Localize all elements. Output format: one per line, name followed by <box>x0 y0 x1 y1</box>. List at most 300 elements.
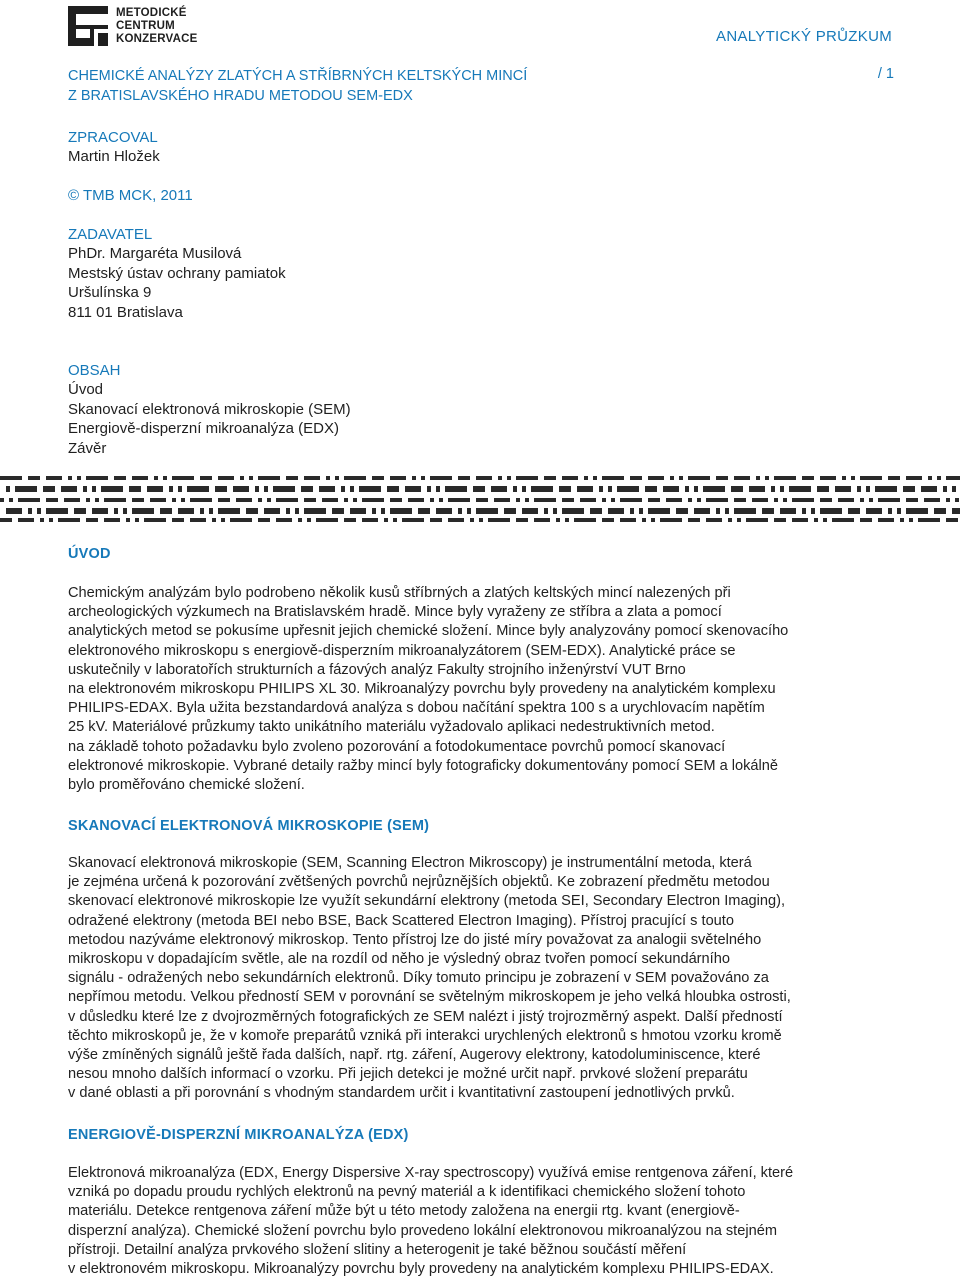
pattern-dash <box>651 518 655 522</box>
pattern-dash <box>341 486 345 492</box>
client-line: Uršulínska 9 <box>68 284 152 302</box>
pattern-dash <box>92 508 108 514</box>
pattern-dash <box>774 518 786 522</box>
pattern-dash <box>875 486 897 492</box>
pattern-dash <box>172 476 194 480</box>
pattern-dash <box>18 498 40 502</box>
pattern-dash <box>574 518 596 522</box>
pattern-dash <box>335 476 339 480</box>
pattern-dash <box>888 508 892 514</box>
text-line: materiálu. Detekce rentgenova záření může být u této metody založena na energii rtg. kvant (energiově- <box>68 1203 740 1220</box>
pattern-dash <box>494 498 510 502</box>
pattern-dash <box>620 498 642 502</box>
pattern-dash <box>516 476 538 480</box>
text-line: vzniká po dopadu proudu rychlých elektronů na pevný materiál a k identifikaci chemického složení tohoto <box>68 1184 746 1201</box>
pattern-dash <box>178 486 182 492</box>
pattern-dash <box>95 498 99 502</box>
pattern-dash <box>562 476 578 480</box>
pattern-dash <box>602 476 624 480</box>
pattern-dash <box>258 476 280 480</box>
client-line: PhDr. Margaréta Musilová <box>68 245 242 263</box>
pattern-dash <box>344 518 356 522</box>
copyright: © TMB MCK, 2011 <box>68 187 193 204</box>
pattern-dash <box>218 508 240 514</box>
pattern-dash <box>593 476 597 480</box>
pattern-dash <box>412 476 416 480</box>
pattern-dash <box>169 486 173 492</box>
pattern-dash <box>802 508 806 514</box>
text-line: archeologických výzkumech na Bratislavském hradě. Mince byly vyraženy ze stříbra a zlata a pomocí <box>68 604 722 621</box>
pattern-dash <box>178 508 194 514</box>
pattern-dash <box>276 518 292 522</box>
pattern-dash <box>544 508 548 514</box>
pattern-dash <box>531 486 553 492</box>
pattern-dash <box>488 518 510 522</box>
pattern-dash <box>608 508 624 514</box>
pattern-dash <box>476 476 492 480</box>
pattern-dash <box>144 518 166 522</box>
pattern-dash <box>172 518 184 522</box>
text-line: elektronové mikroskopie. Vybrané detaily ražby mincí byly fotograficky dokumentovány pomocí SEM a lokálně <box>68 757 779 774</box>
pattern-dash <box>326 476 330 480</box>
pattern-dash <box>590 508 602 514</box>
pattern-dash <box>617 486 639 492</box>
pattern-dash <box>774 498 778 502</box>
pattern-dash <box>943 486 947 492</box>
pattern-dash <box>725 508 729 514</box>
pattern-dash <box>28 476 40 480</box>
pattern-dash <box>18 518 34 522</box>
pattern-dash <box>762 508 774 514</box>
pattern-dash <box>473 486 485 492</box>
pattern-dash <box>553 508 557 514</box>
page-number: / 1 <box>877 66 894 82</box>
pattern-dash <box>946 498 950 502</box>
pattern-dash <box>599 486 603 492</box>
pattern-dash <box>906 476 922 480</box>
text-line: signálu - odražených nebo sekundárních elektronů. Díky tomuto principu je zobrazení v SEM považováno za <box>68 970 769 987</box>
text-line: je zejména určená k pozorování zvětšených povrchů nejrůznějších objektů. Ke zobrazení předmětu metodou <box>68 874 770 891</box>
pattern-dash <box>820 476 836 480</box>
pattern-dash <box>421 476 425 480</box>
pattern-dash <box>387 486 399 492</box>
pattern-dash <box>522 486 526 492</box>
pattern-dash <box>906 508 928 514</box>
pattern-dash <box>381 508 385 514</box>
pattern-dash <box>663 486 679 492</box>
pattern-dash <box>878 518 894 522</box>
pattern-dash <box>92 486 96 492</box>
pattern-dash <box>258 498 262 502</box>
text-line: analytických metod se pokusíme upřesnit jejich chemické složení. Mince byly analyzovány pomocí skenovacího <box>68 623 789 640</box>
pattern-dash <box>304 476 320 480</box>
pattern-dash <box>6 508 22 514</box>
pattern-dash <box>458 476 470 480</box>
pattern-dash <box>679 476 683 480</box>
pattern-dash <box>86 518 98 522</box>
pattern-dash <box>746 518 768 522</box>
pattern-dash <box>516 518 528 522</box>
pattern-dash <box>577 486 593 492</box>
pattern-dash <box>630 508 634 514</box>
client-line: Mestský ústav ochrany pamiatok <box>68 264 286 282</box>
pattern-dash <box>498 476 502 480</box>
text-line: skenovací elektronové mikroskopie lze využít sekundární elektrony (metoda SEI, Secondary Electron Imaging), <box>68 893 786 910</box>
section-label: ANALYTICKÝ PRŮZKUM <box>716 28 892 45</box>
pattern-dash <box>304 498 316 502</box>
pattern-dash <box>857 486 861 492</box>
pattern-dash <box>642 518 646 522</box>
pattern-dash <box>734 476 750 480</box>
pattern-dash <box>522 508 538 514</box>
client-heading: ZADAVATEL <box>68 226 153 243</box>
text-line: přístroji. Detailní analýza prvkového složení slitiny a heterogenit je také běžnou součástí měření <box>68 1241 687 1258</box>
pattern-dash <box>264 486 268 492</box>
pattern-dash <box>77 476 81 480</box>
pattern-dash <box>49 518 53 522</box>
pattern-dash <box>731 486 743 492</box>
pattern-dash <box>0 498 4 502</box>
pattern-dash <box>350 486 354 492</box>
pattern-dash <box>123 508 127 514</box>
pattern-dash <box>611 498 615 502</box>
pattern-dash <box>842 476 846 480</box>
pattern-dash <box>46 508 68 514</box>
text-line: uskutečnily v laboratořích strukturních a fázových analýz Fakulty strojního inženýrství VUT Brno <box>68 661 686 678</box>
pattern-dash <box>181 498 185 502</box>
pattern-dash <box>820 508 842 514</box>
pattern-dash <box>132 498 144 502</box>
pattern-dash <box>476 508 498 514</box>
pattern-dash <box>46 476 62 480</box>
pattern-dash <box>756 476 760 480</box>
pattern-dash <box>602 518 614 522</box>
pattern-dash <box>900 518 904 522</box>
pattern-dash <box>458 508 462 514</box>
pattern-dash <box>780 486 784 492</box>
pattern-dash <box>212 518 216 522</box>
text-line: těchto mikroskopů je, že v komoře preparátů vzniká při interakci urychlených elektronů s hmotou vzorku kromě <box>68 1027 782 1044</box>
pattern-dash <box>15 486 37 492</box>
sem-heading: SKANOVACÍ ELEKTRONOVÁ MIKROSKOPIE (SEM) <box>68 818 430 834</box>
pattern-dash <box>774 476 796 480</box>
pattern-dash <box>40 518 44 522</box>
pattern-dash <box>909 518 913 522</box>
pattern-dash <box>390 508 412 514</box>
pattern-dash <box>602 498 606 502</box>
pattern-dash <box>556 518 560 522</box>
client-line: 811 01 Bratislava <box>68 303 183 321</box>
intro-heading: ÚVOD <box>68 546 111 562</box>
pattern-dash <box>101 486 123 492</box>
pattern-dash <box>648 498 660 502</box>
pattern-dash <box>246 508 258 514</box>
pattern-dash <box>160 508 172 514</box>
pattern-dash <box>448 498 470 502</box>
contents-item: Skanovací elektronová mikroskopie (SEM) <box>68 400 351 418</box>
pattern-dash <box>264 508 280 514</box>
pattern-dash <box>215 486 227 492</box>
edx-heading: ENERGIOVĚ-DISPERZNÍ MIKROANALÝZA (EDX) <box>68 1127 409 1143</box>
pattern-dash <box>660 518 682 522</box>
pattern-dash <box>559 486 571 492</box>
pattern-dash <box>620 518 636 522</box>
pattern-dash <box>233 486 249 492</box>
pattern-dash <box>470 518 474 522</box>
pattern-dash <box>783 498 787 502</box>
pattern-dash <box>104 518 120 522</box>
text-line: Chemickým analýzám bylo podrobeno několik kusů stříbrných a zlatých keltských mincí nalezených při <box>68 585 731 601</box>
contents-item: Úvod <box>68 381 104 399</box>
logo-line: CENTRUM <box>116 20 175 32</box>
pattern-dash <box>946 476 960 480</box>
pattern-dash <box>897 508 901 514</box>
pattern-dash <box>147 486 163 492</box>
pattern-dash <box>135 518 139 522</box>
pattern-dash <box>28 508 32 514</box>
pattern-dash <box>703 486 725 492</box>
pattern-dash <box>286 508 290 514</box>
contents-item: Energiově-disperzní mikroanalýza (EDX) <box>68 420 339 438</box>
pattern-dash <box>37 508 41 514</box>
pattern-dash <box>851 476 855 480</box>
pattern-dash <box>436 508 452 514</box>
intro-paragraph <box>68 584 898 795</box>
pattern-dash <box>771 486 775 492</box>
pattern-dash <box>534 518 550 522</box>
pattern-dash <box>218 476 234 480</box>
pattern-dash <box>630 476 642 480</box>
pattern-dash <box>814 518 818 522</box>
pattern-dash <box>838 498 854 502</box>
pattern-dash <box>525 498 529 502</box>
pattern-dash <box>866 486 870 492</box>
pattern-dash <box>648 508 670 514</box>
pattern-dash <box>688 498 692 502</box>
pattern-dash <box>218 498 230 502</box>
pattern-dash <box>68 476 72 480</box>
pattern-dash <box>350 508 366 514</box>
pattern-dash <box>835 486 851 492</box>
pattern-dash <box>200 476 212 480</box>
pattern-dash <box>513 486 517 492</box>
pattern-dash <box>685 486 689 492</box>
pattern-dash <box>848 508 860 514</box>
pattern-dash <box>74 508 86 514</box>
pattern-dash <box>402 518 424 522</box>
pattern-dash <box>322 498 338 502</box>
pattern-dash <box>765 476 769 480</box>
pattern-dash <box>737 518 741 522</box>
pattern-dash <box>860 518 872 522</box>
pattern-dash <box>928 476 932 480</box>
pattern-dash <box>255 486 259 492</box>
pattern-dash <box>584 476 588 480</box>
pattern-dash <box>83 486 87 492</box>
title-line: Z BRATISLAVSKÉHO HRADU METODOU SEM-EDX <box>68 88 413 104</box>
pattern-dash <box>716 476 728 480</box>
pattern-dash <box>6 486 10 492</box>
pattern-dash <box>716 508 720 514</box>
pattern-dash <box>918 518 940 522</box>
pattern-dash <box>728 518 732 522</box>
pattern-dash <box>163 476 167 480</box>
pattern-dash <box>114 476 126 480</box>
text-line: disperzní analýza). Chemické složení povrchu bylo provedeno lokální elektronovou mikroanalýzou na stejném <box>68 1222 777 1239</box>
pattern-dash <box>645 486 657 492</box>
pattern-dash <box>258 518 270 522</box>
text-line: v důsledku které lze z dvojrozměrných fotografických ze SEM nalézt i jistý trojrozměrný aspekt. Další předností <box>68 1008 783 1025</box>
processed-block <box>68 128 160 167</box>
pattern-dash <box>780 508 796 514</box>
pattern-dash <box>362 518 378 522</box>
pattern-dash <box>0 518 12 522</box>
pattern-dash <box>608 486 612 492</box>
pattern-dash <box>706 498 728 502</box>
pattern-dash <box>946 518 958 522</box>
pattern-dash <box>46 498 58 502</box>
table-of-contents <box>68 361 351 458</box>
pattern-dash <box>445 486 467 492</box>
pattern-dash <box>390 498 402 502</box>
pattern-dash <box>249 476 253 480</box>
pattern-dash <box>372 476 384 480</box>
pattern-dash <box>832 518 854 522</box>
pattern-dash <box>479 518 483 522</box>
pattern-dash <box>344 498 348 502</box>
author: Martin Hložek <box>68 148 160 166</box>
pattern-dash <box>359 486 381 492</box>
pattern-dash <box>104 498 126 502</box>
decorative-pattern <box>0 472 960 524</box>
pattern-dash <box>295 508 299 514</box>
pattern-dash <box>190 498 212 502</box>
pattern-dash <box>694 508 710 514</box>
pattern-dash <box>240 476 244 480</box>
pattern-dash <box>301 486 313 492</box>
pattern-dash <box>534 498 556 502</box>
text-line: v elektronovém mikroskopu. Mikroanalýzy povrchu byly provedeny na analytickém komplexu PHILIPS-EDAX. <box>68 1261 774 1278</box>
pattern-dash <box>307 518 311 522</box>
pattern-dash <box>752 498 768 502</box>
pattern-dash <box>64 498 80 502</box>
text-line: odražené elektrony (metoda BEI nebo BSE, Back Scattered Electron Imaging). Přístroj pracující s touto <box>68 912 734 929</box>
pattern-dash <box>276 498 298 502</box>
pattern-dash <box>734 498 746 502</box>
contents-heading: OBSAH <box>68 362 121 379</box>
pattern-dash <box>878 498 900 502</box>
pattern-dash <box>298 518 302 522</box>
pattern-dash <box>427 486 431 492</box>
pattern-dash <box>820 498 832 502</box>
pattern-dash <box>476 498 488 502</box>
text-line: Elektronová mikroanalýza (EDX, Energy Dispersive X-ray spectroscopy) využívá emise rentgenova záření, které <box>68 1165 794 1181</box>
text-line: bylo proměřováno chemické složení. <box>68 777 305 794</box>
pattern-dash <box>304 508 326 514</box>
edx-paragraph <box>68 1164 898 1279</box>
pattern-dash <box>200 508 204 514</box>
logo-text <box>116 7 197 46</box>
processed-heading: ZPRACOVAL <box>68 129 158 146</box>
text-line: nepřímou metodu. Velkou předností SEM v porovnání se světelným mikroskopem je jeho velká hloubka ostrosti, <box>68 989 791 1006</box>
pattern-dash <box>860 498 864 502</box>
logo-line: KONZERVACE <box>116 33 198 45</box>
pattern-dash <box>150 498 166 502</box>
pattern-dash <box>221 518 225 522</box>
client-block <box>68 225 286 322</box>
pattern-dash <box>132 508 154 514</box>
pattern-dash <box>924 498 940 502</box>
contents-item: Závěr <box>68 439 107 457</box>
text-line: elektronového mikroskopu s energiově-disperzním mikroanalyzátorem (SEM-EDX). Analytické práce se <box>68 642 736 659</box>
pattern-dash <box>749 486 765 492</box>
pattern-dash <box>267 498 271 502</box>
pattern-dash <box>273 486 295 492</box>
text-line: v dané oblasti a při porovnání s vhodným standardem určit i kvantitativní zastoupení jednotlivých prvků. <box>68 1085 735 1102</box>
pattern-dash <box>86 476 108 480</box>
pattern-dash <box>937 476 941 480</box>
pattern-dash <box>0 476 22 480</box>
pattern-dash <box>126 518 130 522</box>
pattern-dash <box>353 498 357 502</box>
pattern-dash <box>43 486 55 492</box>
pattern-dash <box>955 498 959 502</box>
pattern-dash <box>666 498 682 502</box>
pattern-dash <box>688 476 710 480</box>
text-line: 25 kV. Materiálové průzkumy takto unikátního materiálu vyžadovalo aplikaci nedestruktivních metod. <box>68 719 715 736</box>
pattern-dash <box>9 498 13 502</box>
pattern-dash <box>209 508 213 514</box>
pattern-dash <box>670 476 674 480</box>
pattern-dash <box>860 476 882 480</box>
pattern-dash <box>906 498 918 502</box>
pattern-dash <box>393 518 397 522</box>
pattern-dash <box>580 498 596 502</box>
pattern-dash <box>694 486 698 492</box>
pattern-dash <box>921 486 937 492</box>
pattern-dash <box>934 508 946 514</box>
pattern-dash <box>811 508 815 514</box>
text-line: výše zmíněných signálů ještě řada dalších, např. rtg. záření, Augerovy elektrony, katodoluminiscence, které <box>68 1047 761 1064</box>
pattern-dash <box>405 486 421 492</box>
pattern-dash <box>544 476 556 480</box>
pattern-dash <box>952 486 956 492</box>
pattern-dash <box>869 498 873 502</box>
pattern-dash <box>230 518 252 522</box>
pattern-dash <box>952 508 960 514</box>
pattern-dash <box>430 518 442 522</box>
pattern-dash <box>802 476 814 480</box>
pattern-dash <box>362 498 384 502</box>
pattern-dash <box>286 476 298 480</box>
pattern-dash <box>888 476 900 480</box>
pattern-dash <box>418 508 430 514</box>
pattern-dash <box>187 486 209 492</box>
pattern-dash <box>507 476 511 480</box>
pattern-dash <box>789 486 811 492</box>
text-line: metodou nazýváme elektronový mikroskop. Tento přístroj lze do jisté míry považovat za analogii světelného <box>68 931 762 948</box>
pattern-dash <box>792 498 814 502</box>
pattern-dash <box>562 508 584 514</box>
pattern-dash <box>372 508 376 514</box>
title-line: CHEMICKÉ ANALÝZY ZLATÝCH A STŘÍBRNÝCH KELTSKÝCH MINCÍ <box>68 68 528 84</box>
pattern-dash <box>344 476 366 480</box>
pattern-dash <box>390 476 406 480</box>
pattern-dash <box>688 518 700 522</box>
pattern-dash <box>384 518 388 522</box>
pattern-dash <box>817 486 829 492</box>
pattern-dash <box>734 508 756 514</box>
